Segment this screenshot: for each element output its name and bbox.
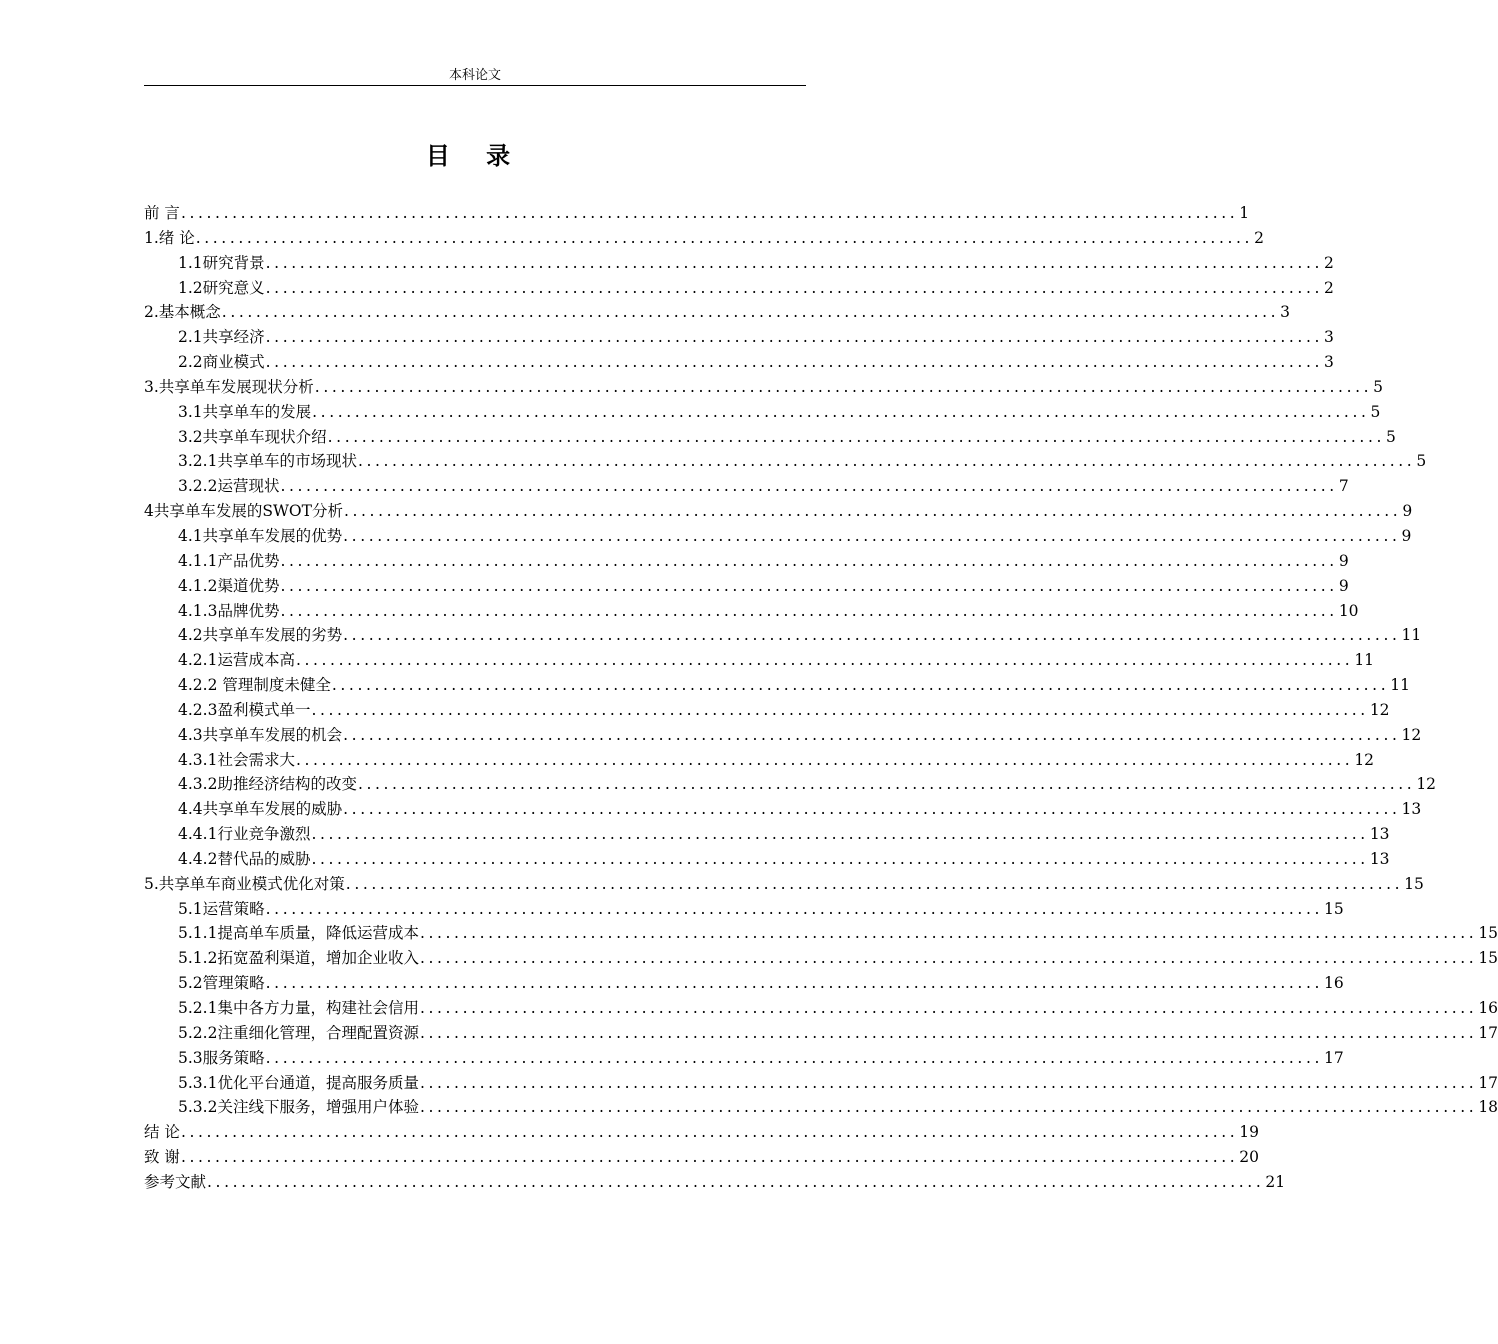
toc-entry[interactable] [144, 971, 1344, 996]
toc-dot-leader: ............................................................................................................................ [295, 651, 1354, 670]
toc-dot-leader: ............................................................................................................................ [180, 1148, 1239, 1167]
toc-page-number: 15 [1478, 924, 1498, 943]
toc-page-number: 2 [1324, 278, 1334, 297]
toc-entry-label: 5.3服务策略 [178, 1048, 265, 1067]
toc-entry-label: 4.1.3品牌优势 [178, 601, 280, 620]
toc-entry-label: 1.1研究背景 [178, 253, 265, 272]
toc-entry-label: 3.2.2运营现状 [178, 477, 280, 496]
toc-entry[interactable] [144, 897, 1344, 922]
toc-page-number: 12 [1416, 775, 1437, 794]
toc-dot-leader: ............................................................................................................................ [265, 899, 1324, 918]
toc-page-number: 1 [1239, 204, 1250, 222]
toc-entry-label: 2.2商业模式 [178, 353, 265, 372]
toc-page-number: 12 [1369, 700, 1390, 719]
toc-entry-label: 5.2管理策略 [178, 974, 265, 993]
toc-entry[interactable] [144, 375, 1384, 400]
toc-page-number: 10 [1338, 601, 1359, 620]
toc-dot-leader: ............................................................................................................................ [343, 626, 1401, 645]
toc-entry[interactable] [144, 847, 1390, 872]
toc-dot-leader: ............................................................................................................................ [311, 700, 1369, 719]
toc-page-number: 3 [1324, 328, 1334, 347]
toc-page-number: 3 [1324, 353, 1334, 372]
toc-page-number: 5 [1373, 377, 1384, 396]
toc-dot-leader: ............................................................................................................................ [295, 750, 1354, 769]
toc-dot-leader: ............................................................................................................................ [280, 576, 1338, 595]
toc-page-number: 11 [1401, 626, 1422, 645]
toc-dot-leader: ............................................................................................................................ [280, 551, 1338, 570]
toc-page-number: 5 [1416, 452, 1427, 471]
toc-page-number: 15 [1478, 949, 1498, 968]
header-divider [144, 85, 806, 86]
toc-page-number: 2 [1324, 253, 1334, 272]
toc-dot-leader: ............................................................................................................................ [311, 849, 1369, 868]
toc-page-number: 9 [1338, 551, 1349, 570]
toc-dot-leader: ............................................................................................................................ [419, 949, 1478, 968]
toc-entry-label: 5.1.1提高单车质量，降低运营成本 [178, 924, 419, 943]
toc-dot-leader: ............................................................................................................................ [343, 502, 1402, 521]
toc-entry-label: 4.4共享单车发展的威胁 [178, 800, 343, 819]
toc-dot-leader: ............................................................................................................................ [265, 278, 1324, 297]
table-of-contents [144, 201, 1498, 1195]
toc-entry-label: 3.共享单车发展现状分析 [144, 377, 314, 396]
toc-page-number: 19 [1239, 1123, 1260, 1142]
toc-entry-label: 4.3共享单车发展的机会 [178, 725, 343, 744]
toc-entry[interactable] [144, 623, 1422, 648]
toc-entry[interactable] [144, 400, 1381, 425]
toc-entry[interactable] [144, 1021, 1498, 1046]
toc-entry-label: 5.2.1集中各方力量，构建社会信用 [178, 999, 419, 1017]
toc-entry[interactable] [144, 499, 1413, 524]
toc-entry[interactable] [144, 1145, 1260, 1170]
toc-entry[interactable] [144, 772, 1437, 797]
toc-entry-label: 5.2.2注重细化管理，合理配置资源 [178, 1023, 419, 1042]
toc-dot-leader: ............................................................................................................................ [314, 377, 1373, 396]
toc-dot-leader: ............................................................................................................................ [343, 800, 1401, 819]
toc-dot-leader: ............................................................................................................................ [343, 725, 1401, 744]
toc-dot-leader: ............................................................................................................................ [357, 452, 1416, 471]
toc-dot-leader: ............................................................................................................................ [419, 999, 1478, 1017]
toc-page-number: 7 [1338, 477, 1349, 496]
toc-page-number: 3 [1280, 303, 1291, 322]
toc-page-number: 13 [1369, 825, 1390, 844]
toc-dot-leader: ............................................................................................................................ [312, 402, 1370, 421]
toc-entry-label: 4.2共享单车发展的劣势 [178, 626, 343, 645]
toc-page-number: 5 [1386, 427, 1396, 446]
toc-entry[interactable] [144, 872, 1424, 897]
toc-entry[interactable] [144, 797, 1422, 822]
toc-page-number: 13 [1401, 800, 1422, 819]
toc-page-number: 12 [1354, 750, 1375, 769]
toc-entry-label: 5.共享单车商业模式优化对策 [144, 874, 345, 893]
toc-entry[interactable] [144, 425, 1396, 450]
toc-dot-leader: ............................................................................................................................ [419, 1023, 1478, 1042]
toc-dot-leader: ............................................................................................................................ [280, 601, 1338, 620]
toc-entry[interactable] [144, 946, 1498, 971]
toc-page-number: 17 [1478, 1023, 1498, 1042]
toc-page-number: 12 [1401, 725, 1422, 744]
toc-entry-label: 4.1共享单车发展的优势 [178, 526, 343, 545]
toc-dot-leader: ............................................................................................................................ [221, 303, 1280, 322]
toc-entry-label: 3.2.1共享单车的市场现状 [178, 452, 357, 471]
toc-dot-leader: ............................................................................................................................ [357, 775, 1416, 794]
toc-dot-leader: ............................................................................................................................ [419, 1073, 1478, 1092]
toc-entry[interactable] [144, 996, 1498, 1021]
toc-entry-label: 3.2共享单车现状介绍 [178, 427, 327, 446]
toc-entry[interactable] [144, 201, 1250, 226]
toc-entry-label: 4.4.1行业竞争激烈 [178, 825, 311, 844]
toc-page-number: 9 [1401, 526, 1412, 545]
toc-entry[interactable] [144, 673, 1410, 698]
toc-dot-leader: ............................................................................................................................ [327, 427, 1386, 446]
toc-entry-label: 4共享单车发展的SWOT分析 [144, 502, 343, 521]
toc-entry[interactable] [144, 226, 1264, 251]
toc-dot-leader: ............................................................................................................................ [265, 353, 1324, 372]
toc-dot-leader: ............................................................................................................................ [265, 328, 1324, 347]
toc-entry[interactable] [144, 648, 1375, 673]
toc-dot-leader: ............................................................................................................................ [180, 1123, 1239, 1142]
toc-entry[interactable] [144, 822, 1390, 847]
toc-entry[interactable] [144, 1120, 1260, 1145]
toc-entry-label: 5.1.2拓宽盈利渠道，增加企业收入 [178, 949, 419, 968]
toc-dot-leader: ............................................................................................................................ [331, 676, 1390, 695]
toc-page-number: 9 [1402, 502, 1413, 521]
toc-dot-leader: ............................................................................................................................ [207, 1172, 1265, 1191]
toc-dot-leader: ............................................................................................................................ [419, 1098, 1478, 1117]
toc-entry-label: 参考文献 [144, 1172, 207, 1191]
toc-entry-label: 5.3.2关注线下服务，增强用户体验 [178, 1098, 419, 1117]
toc-entry-label: 2.1共享经济 [178, 328, 265, 347]
toc-entry-label: 4.2.3盈利模式单一 [178, 700, 311, 719]
toc-page-number: 15 [1324, 899, 1344, 918]
toc-entry-label: 4.1.2渠道优势 [178, 576, 280, 595]
toc-entry[interactable] [144, 921, 1498, 946]
toc-dot-leader: ............................................................................................................................ [343, 526, 1401, 545]
toc-page-number: 2 [1254, 228, 1264, 247]
toc-dot-leader: ............................................................................................................................ [195, 228, 1254, 247]
toc-entry[interactable] [144, 474, 1349, 499]
toc-dot-leader: ............................................................................................................................ [265, 253, 1324, 272]
toc-page-number: 17 [1478, 1073, 1498, 1092]
toc-entry[interactable] [144, 1071, 1498, 1096]
toc-entry[interactable] [144, 325, 1334, 350]
toc-dot-leader: ............................................................................................................................ [180, 204, 1239, 222]
toc-page-number: 18 [1478, 1098, 1498, 1117]
toc-entry-label: 1.2研究意义 [178, 278, 265, 297]
toc-page-number: 11 [1354, 651, 1375, 670]
toc-entry-label: 4.3.2助推经济结构的改变 [178, 775, 357, 794]
toc-page-number: 16 [1478, 999, 1498, 1017]
toc-entry-label: 致 谢 [144, 1148, 180, 1167]
toc-entry[interactable] [144, 549, 1349, 574]
toc-page-number: 13 [1369, 849, 1390, 868]
toc-entry[interactable] [144, 449, 1427, 474]
toc-entry[interactable] [144, 1095, 1498, 1120]
toc-entry-label: 前 言 [144, 204, 180, 222]
toc-entry-label: 4.3.1社会需求大 [178, 750, 295, 769]
toc-page-number: 17 [1324, 1048, 1344, 1067]
toc-page-number: 21 [1265, 1172, 1286, 1191]
toc-dot-leader: ............................................................................................................................ [311, 825, 1369, 844]
toc-entry[interactable] [144, 300, 1291, 325]
toc-entry-label: 结 论 [144, 1123, 180, 1142]
toc-entry-label: 4.4.2替代品的威胁 [178, 849, 311, 868]
toc-entry-label: 5.3.1优化平台通道，提高服务质量 [178, 1073, 419, 1092]
toc-title: 目 录 [425, 142, 525, 170]
toc-entry-label: 3.1共享单车的发展 [178, 402, 312, 421]
toc-page-number: 15 [1404, 874, 1424, 893]
toc-page-number: 11 [1390, 676, 1410, 695]
toc-entry-label: 5.1运营策略 [178, 899, 265, 918]
toc-entry[interactable] [144, 698, 1390, 723]
toc-entry-label: 4.2.1运营成本高 [178, 651, 295, 670]
toc-entry[interactable] [144, 599, 1359, 624]
toc-dot-leader: ............................................................................................................................ [419, 924, 1478, 943]
toc-entry[interactable] [144, 1170, 1286, 1195]
toc-entry[interactable] [144, 723, 1422, 748]
toc-entry-label: 2.基本概念 [144, 303, 221, 322]
toc-entry[interactable] [144, 276, 1334, 301]
toc-entry[interactable] [144, 748, 1375, 773]
toc-entry-label: 4.2.2 管理制度未健全 [178, 676, 331, 695]
toc-entry[interactable] [144, 350, 1334, 375]
toc-dot-leader: ............................................................................................................................ [265, 1048, 1324, 1067]
toc-page-number: 20 [1239, 1148, 1260, 1167]
running-header: 本科论文 [448, 68, 501, 83]
toc-page-number: 16 [1324, 974, 1344, 993]
toc-entry[interactable] [144, 251, 1334, 276]
toc-entry[interactable] [144, 524, 1412, 549]
toc-dot-leader: ............................................................................................................................ [265, 974, 1324, 993]
toc-entry[interactable] [144, 1046, 1344, 1071]
toc-entry-label: 1.绪 论 [144, 228, 195, 247]
toc-dot-leader: ............................................................................................................................ [345, 874, 1404, 893]
toc-page-number: 9 [1338, 576, 1349, 595]
toc-dot-leader: ............................................................................................................................ [280, 477, 1338, 496]
toc-entry[interactable] [144, 574, 1349, 599]
toc-page-number: 5 [1370, 402, 1381, 421]
toc-entry-label: 4.1.1产品优势 [178, 551, 280, 570]
